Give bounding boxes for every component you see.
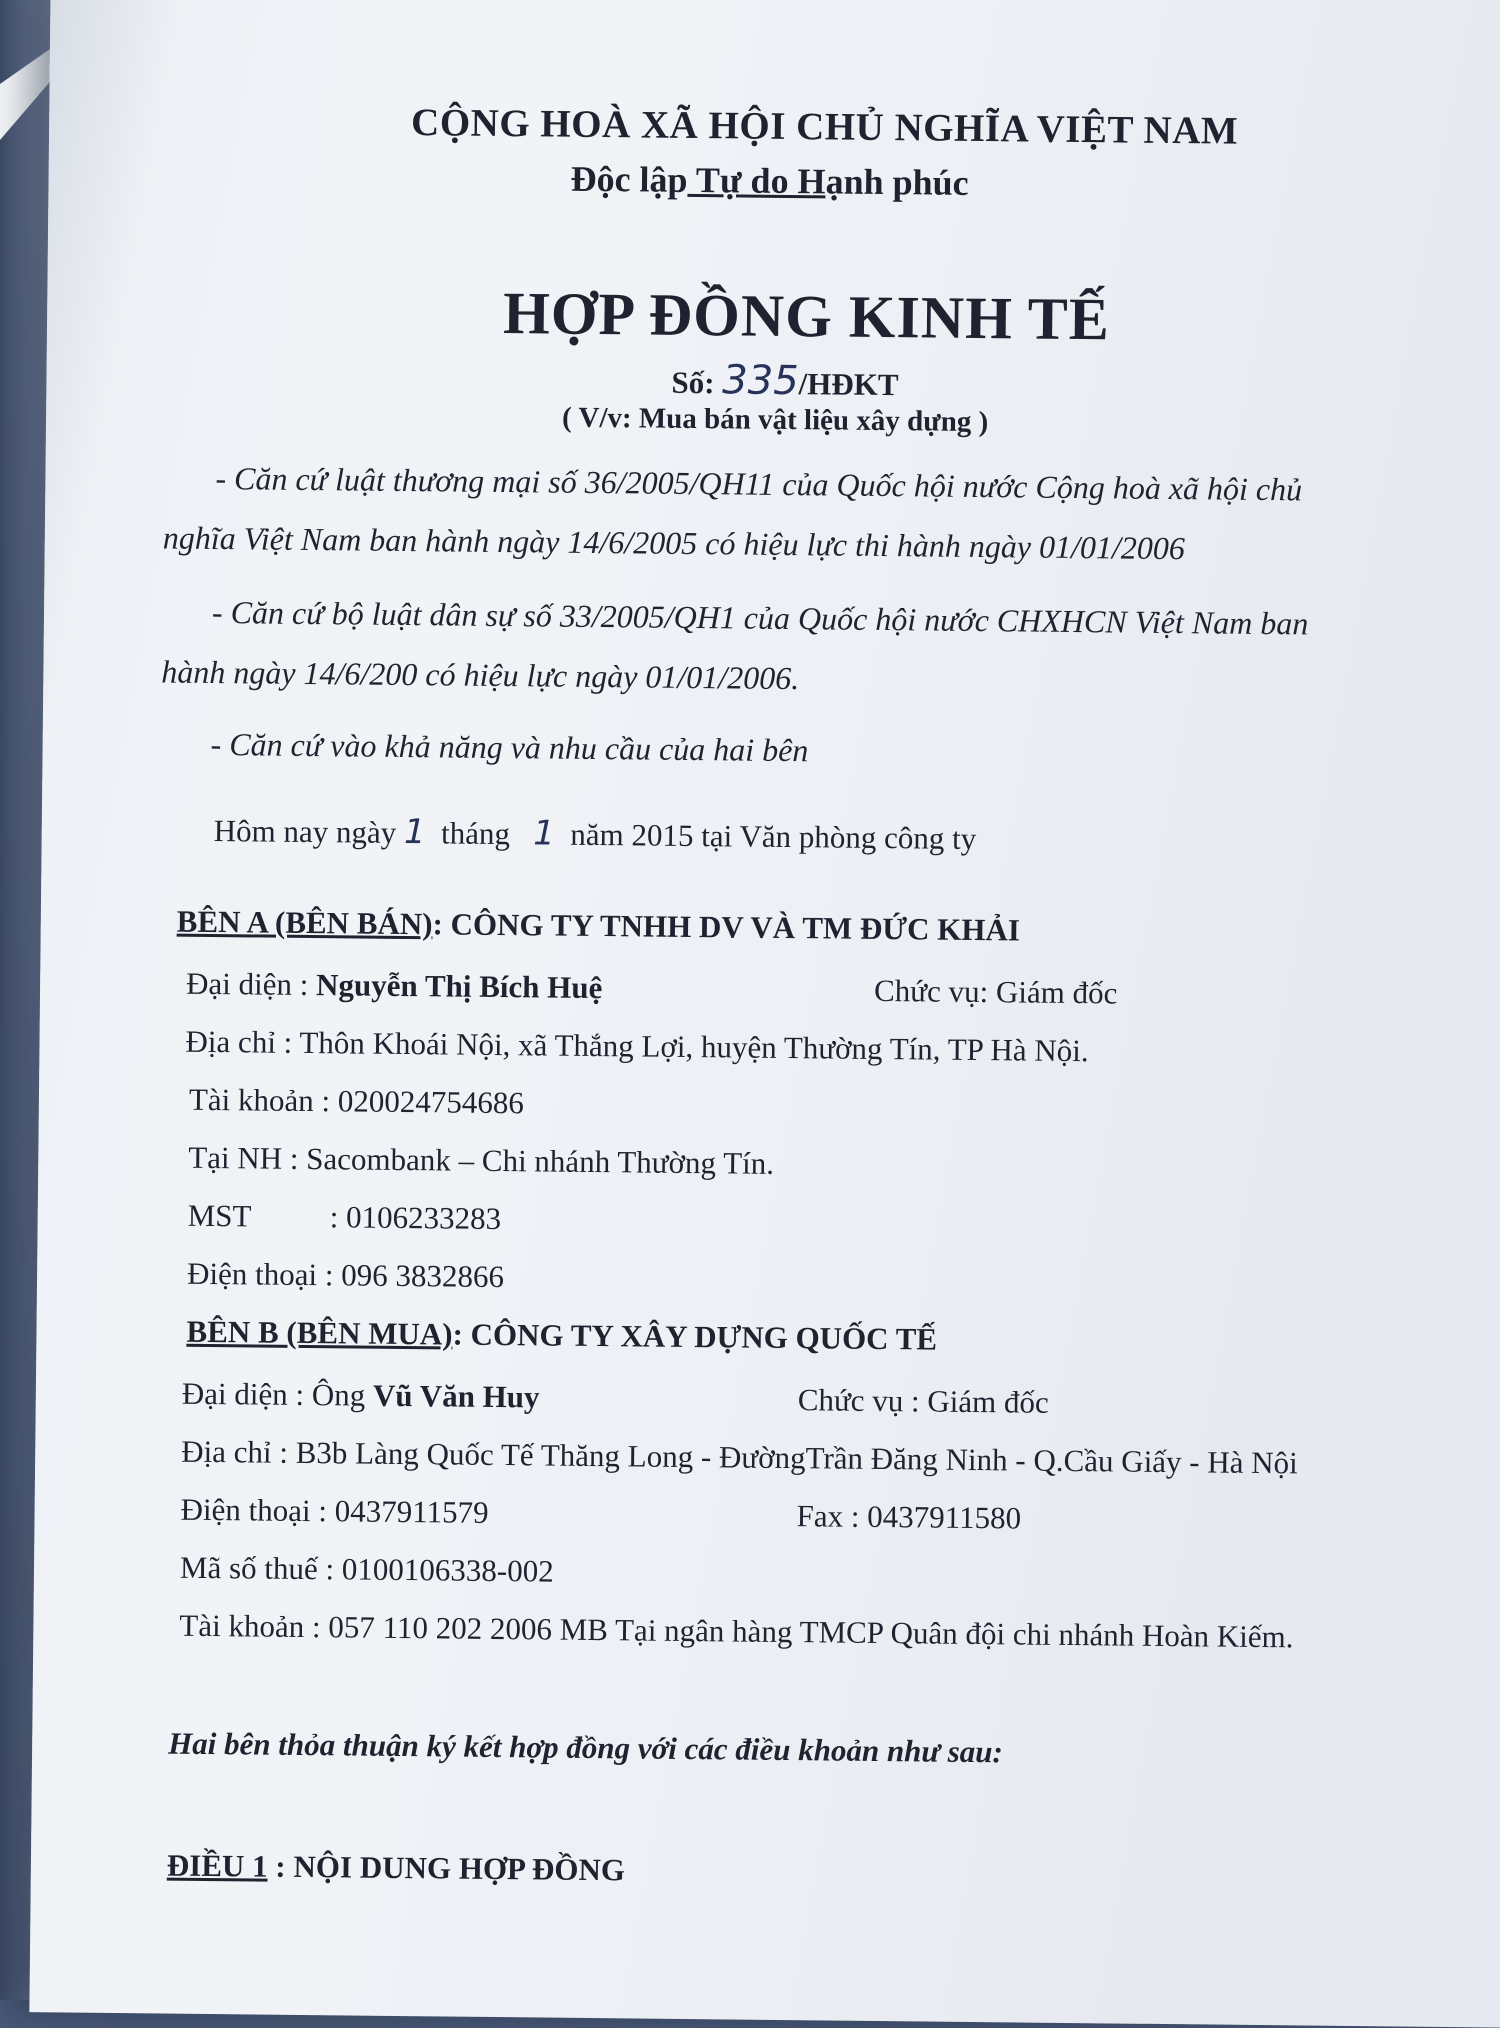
contract-number [671,357,899,405]
party-b-address: Địa chỉ : B3b Làng Quốc Tế Thăng Long - ĐườngTrần Đăng Ninh - Q.Cầu Giấy - Hà Nội [181,1433,1298,1481]
contract-subject: ( V/v: Mua bán vật liệu xây dựng ) [561,401,989,439]
number-label: Số: [671,364,715,401]
party-b-representative [182,1376,540,1416]
article-1-title: : NỘI DUNG HỢP ĐỒNG [267,1848,626,1888]
motto-part-a: Độc lập [570,158,688,200]
party-b-fax: Fax : 0437911580 [796,1498,1022,1536]
party-b-company: : CÔNG TY XÂY DỰNG QUỐC TẾ [452,1316,938,1357]
party-a-tax-label: MST [187,1197,252,1234]
national-title: CỘNG HOÀ XÃ HỘI CHỦ NGHĨA VIỆT NAM [410,101,1239,153]
preamble-1-line-2: nghĩa Việt Nam ban hành ngày 14/6/2005 có hiệu lực thi hành ngày 01/01/2006 [162,519,1186,567]
date-text-a: Hôm nay ngày [213,813,397,850]
article-1-heading [167,1848,625,1889]
party-a-address: Địa chỉ : Thôn Khoái Nội, xã Thắng Lợi, huyện Thường Tín, TP Hà Nội. [185,1023,1089,1069]
preamble-3: - Căn cứ vào khả năng và nhu cầu của hai bên [210,725,809,769]
party-b-position: Chức vụ : Giám đốc [797,1382,1049,1420]
party-b-account: Tài khoản : 057 110 202 2006 MB Tại ngân hàng TMCP Quân đội chi nhánh Hoàn Kiếm. [179,1607,1294,1655]
handwritten-number: 335 [722,357,799,405]
party-b-phone: Điện thoại : 0437911579 [180,1491,489,1530]
party-a-tax [188,1198,502,1237]
article-1-label: ĐIỀU 1 [166,1847,268,1884]
party-a-account: Tài khoản : 020024754686 [188,1081,525,1121]
party-a-rep-label: Đại diện : [185,965,309,1003]
party-a-company: : CÔNG TY TNHH DV VÀ TM ĐỨC KHẢI [432,906,1021,948]
date-line [214,810,977,858]
document-page [29,0,1500,2028]
date-text-b: tháng [440,815,511,852]
party-a-phone: Điện thoại : 096 3832866 [186,1255,505,1295]
motto-part-c: ạnh phúc [825,161,969,203]
agreement-statement: Hai bên thỏa thuận ký kết hợp đồng với các điều khoản như sau: [168,1725,1004,1770]
date-text-c: năm 2015 tại Văn phòng công ty [570,816,977,856]
motto-part-b: Tự do H [687,159,826,202]
party-b-rep-label: Đại diện : Ông [181,1375,366,1413]
handwritten-day: 1 [403,812,426,853]
number-suffix: /HĐKT [798,366,899,403]
party-a-tax-value: : 0106233283 [329,1199,502,1237]
party-a-bank: Tại NH : Sacombank – Chi nhánh Thường Tín. [188,1139,775,1181]
party-a-rep-name: Nguyễn Thị Bích Huệ [315,967,603,1006]
party-a-heading [177,904,1020,949]
handwritten-month: 1 [533,813,556,854]
party-b-rep-name: Vũ Văn Huy [372,1377,540,1415]
national-motto [570,158,969,204]
preamble-1-line-1: - Căn cứ luật thương mại số 36/2005/QH11 của Quốc hội nước Cộng hoà xã hội chủ [215,460,1303,508]
contract-title: HỢP ĐỒNG KINH TẾ [502,280,1111,353]
party-a-position: Chức vụ: Giám đốc [873,972,1118,1011]
party-b-tax: Mã số thuế : 0100106338-002 [179,1549,554,1589]
party-a-label: BÊN A (BÊN BÁN) [176,903,433,942]
party-b-heading [186,1314,937,1358]
party-b-label: BÊN B (BÊN MUA) [186,1313,453,1352]
preamble-2-line-1: - Căn cứ bộ luật dân sự số 33/2005/QH1 của Quốc hội nước CHXHCN Việt Nam ban [211,593,1309,642]
party-a-representative [186,966,603,1006]
preamble-2-line-2: hành ngày 14/6/200 có hiệu lực ngày 01/01/2006. [161,653,800,697]
